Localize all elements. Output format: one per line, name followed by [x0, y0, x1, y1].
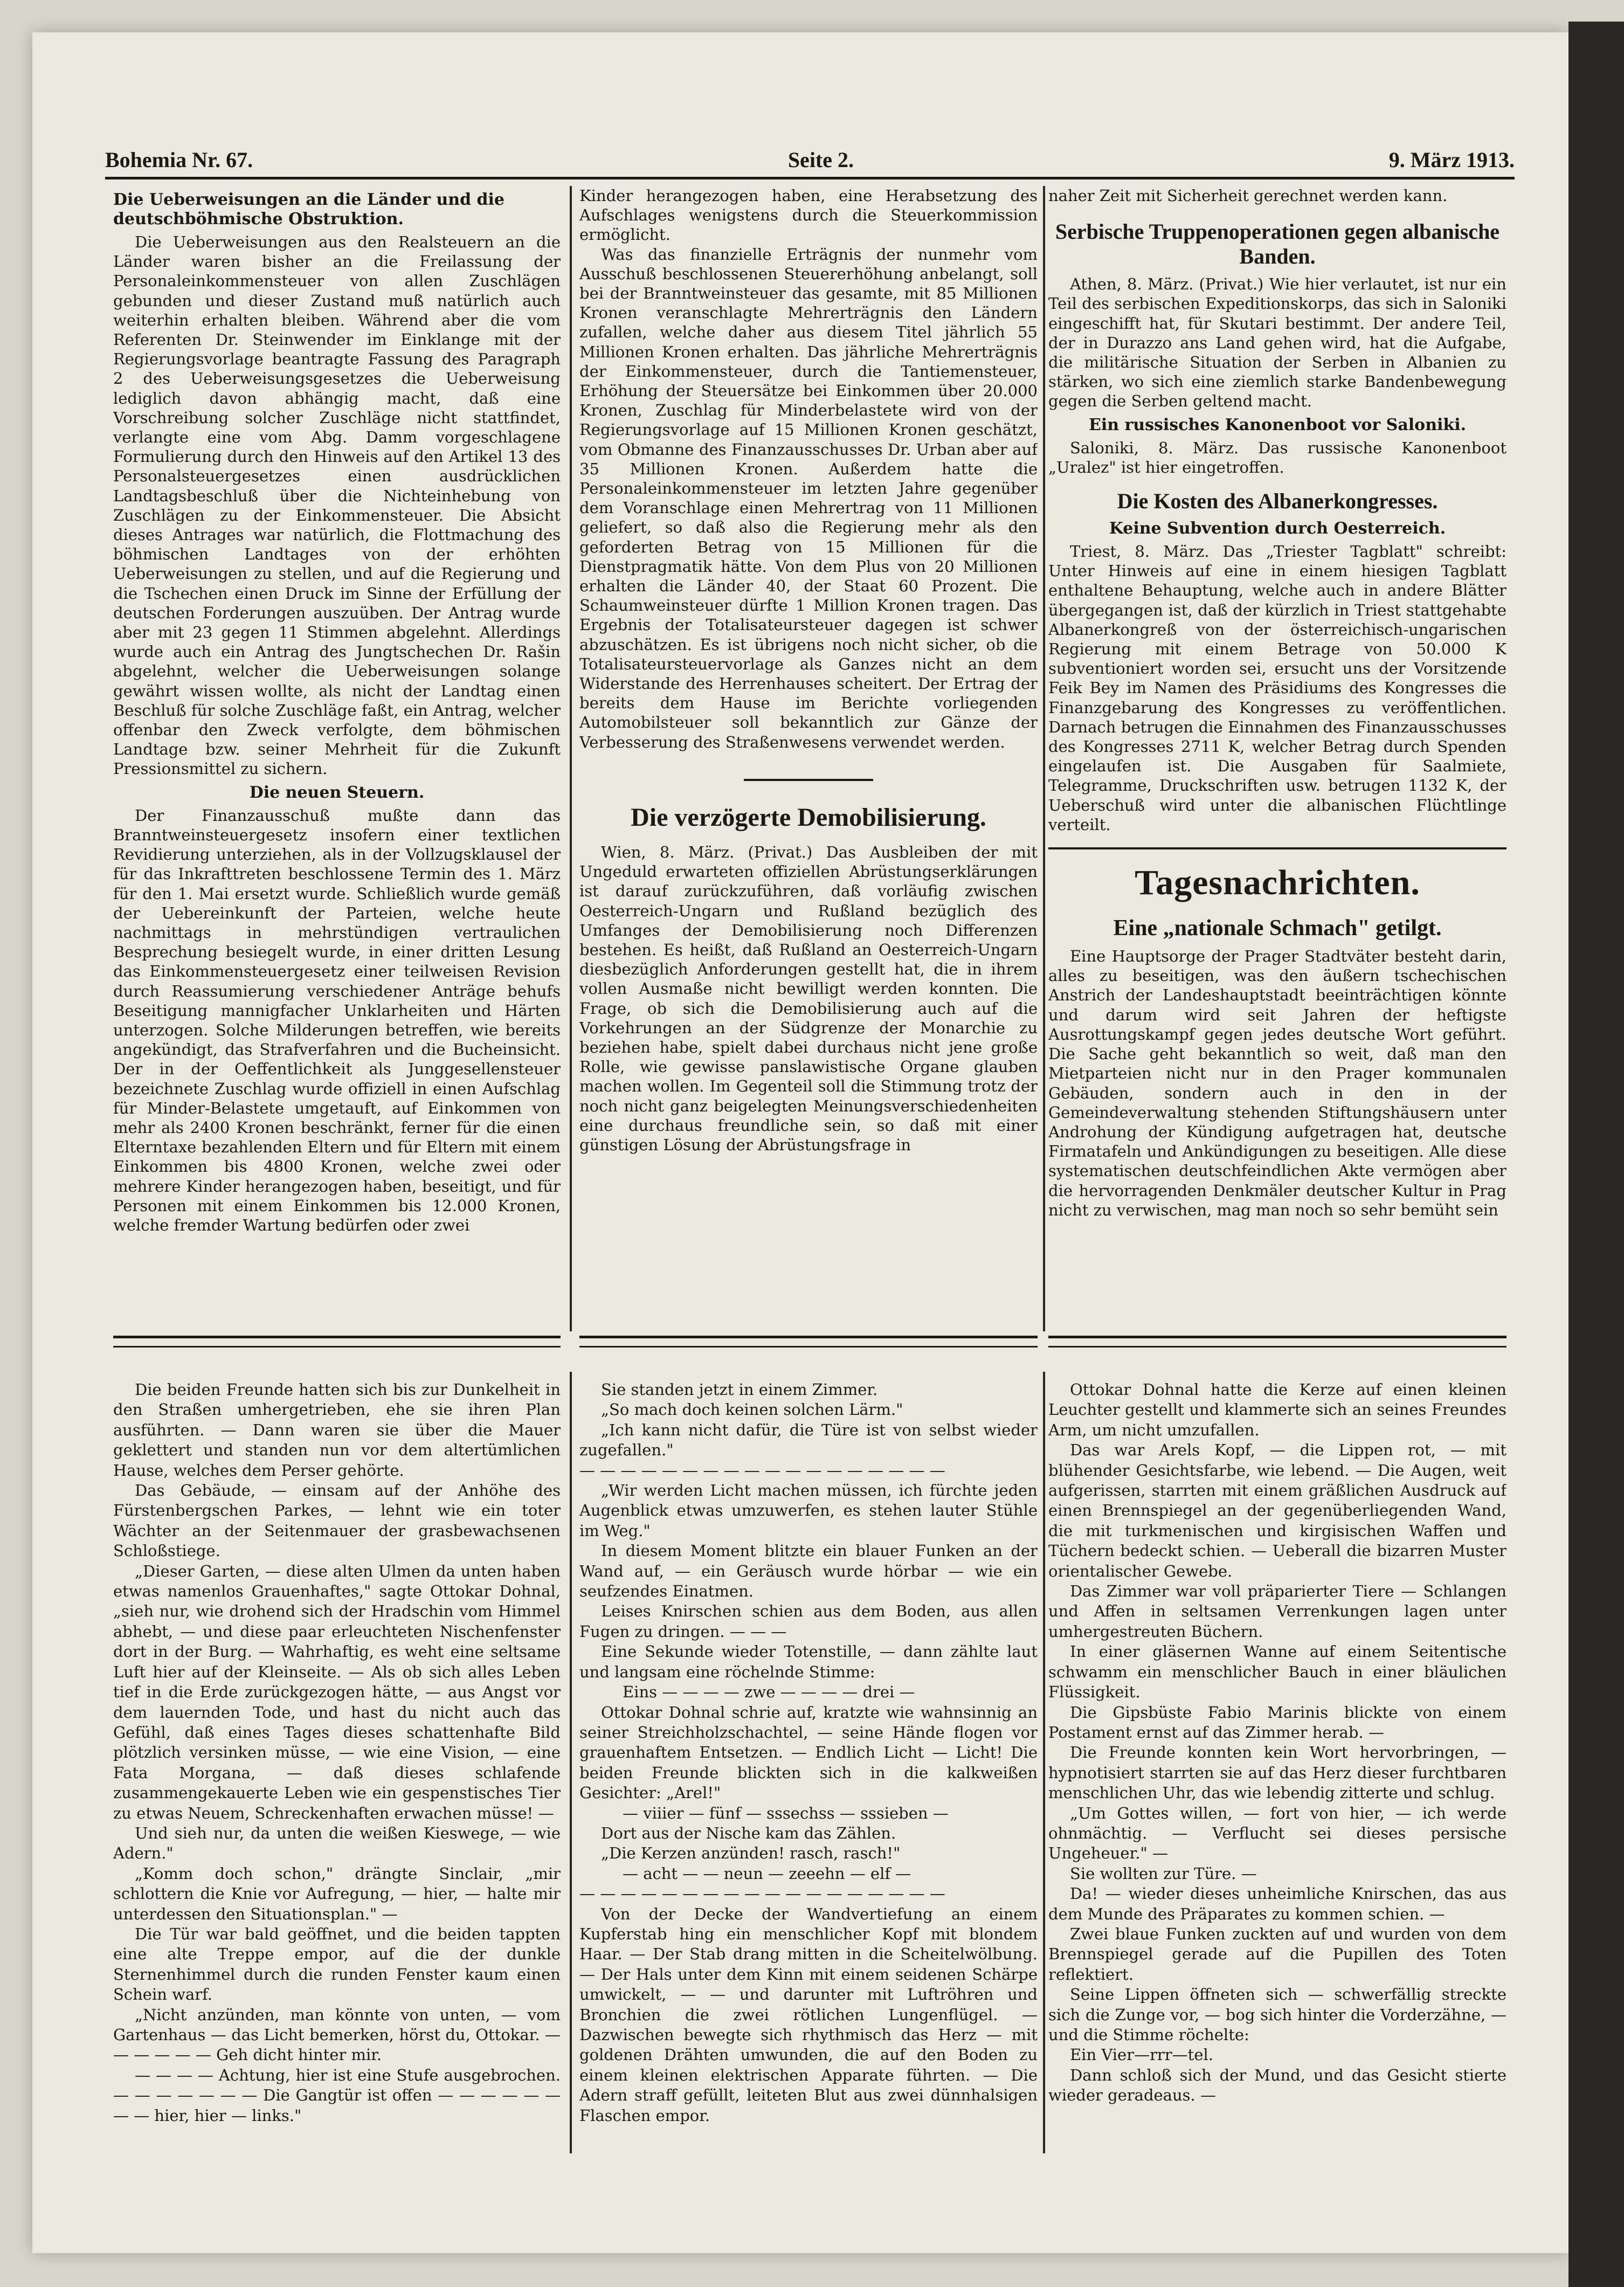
feuilleton-separator: — — — — — — — — — — — — — — — — — — [579, 1884, 945, 1903]
feuilleton-paragraph: — viiier — fünf — sssechss — sssieben — [623, 1804, 949, 1822]
article-paragraph: Athen, 8. März. (Privat.) Wie hier verlautet, ist nur ein Teil des serbischen Expeditionskorps, das sich in Saloniki eingeschifft hat, für Skutari bestimmt. Der andere Teil, der in Durazzo ans Land gehen wird, hat die Aufgabe, die militärische Situation der Serben in Albanien zu stärken, wo sich eine ziemlich starke Bandenbewegung gegen die Serben geltend macht. [1048, 275, 1506, 411]
feuilleton-paragraph: Die Gipsbüste Fabio Marinis blickte von einem Postament ernst auf das Zimmer herab. — [1048, 1703, 1506, 1742]
feuilleton-paragraph: Sie wollten zur Türe. — [1070, 1864, 1257, 1883]
section-title-tagesnachrichten: Tagesnachrichten. [1135, 863, 1420, 903]
feuilleton-paragraph: Das Zimmer war voll präparierter Tiere — Schlangen und Affen in seltsamen Verrenkungen lagen unter umhergestreuten Büchern. [1048, 1582, 1506, 1641]
feuilleton-paragraph: — — — — Achtung, hier ist eine Stufe ausgebrochen. — — — — — — — Die Gangtür ist offen — — — — — — — — hier, hier — links." [113, 2065, 561, 2125]
column-rule-3 [570, 1372, 572, 2153]
header-page-number: Seite 2. [787, 148, 854, 172]
feuilleton-separator: — — — — — — — — — — — — — — — — — — [579, 1461, 945, 1480]
feuilleton-paragraph: Das war Arels Kopf, — die Lippen rot, — mit blühender Gesichtsfarbe, wie lebend. — Die Augen, weit aufgerissen, starrten mit einem gräßlichen Ausdruck auf einen Brennspiegel an der gegenüberliegenden Wand, die mit turkmenischen und kirgisischen Waffen und Tüchern bedeckt schien. — Ueberall die bizarren Muster orientalischer Gewebe. [1048, 1441, 1506, 1580]
feuilleton-paragraph: Dort aus der Nische kam das Zählen. [601, 1823, 896, 1842]
feuilleton-column-2 [579, 1380, 1038, 2161]
column-rule-1 [570, 186, 572, 1331]
feuilleton-paragraph: „Wir werden Licht machen müssen, ich fürchte jeden Augenblick etwas umzuwerfen, es stehen lauter Stühle im Weg." [579, 1481, 1038, 1540]
feuilleton-paragraph: Da! — wieder dieses unheimliche Knirschen, das aus dem Munde des Präparates zu kommen schien. — [1048, 1884, 1506, 1923]
feuilleton-paragraph: Dann schloß sich der Mund, und das Gesicht stierte wieder geradeaus. — [1048, 2065, 1506, 2105]
feuilleton-column-3 [1048, 1380, 1506, 2161]
feuilleton-paragraph: „Die Kerzen anzünden! rasch, rasch!" [601, 1844, 901, 1863]
article-title-serbische: Serbische Truppenoperationen gegen albanische Banden. [1055, 219, 1500, 269]
feuilleton-paragraph: — acht — — neun — zeeehn — elf — [623, 1864, 911, 1883]
column-3 [1048, 186, 1506, 1326]
column-rule-2 [1043, 186, 1045, 1331]
feuilleton-rule-1 [113, 1336, 561, 1348]
article-paragraph: Der Finanzausschuß mußte dann das Branntweinsteuergesetz insofern einer textlichen Revidierung unterziehen, als in der Vollzugsklausel der für das Inkrafttreten beschlossene Termin des 1. März für den 1. Mai ersetzt wurde. Schließlich wurde gemäß der Uebereinkunft der Parteien, welche heute nachmittags in mehrstündigen vertraulichen Besprechung besiegelt wurde, in einer dritten Lesung das Einkommensteuergesetz einer teilweisen Revision durch Reassumierung verschiedener Anträge behufs Beseitigung mannigfacher Unklarheiten und Härten unterzogen. Solche Milderungen betreffen, wie bereits angekündigt, das Strafverfahren und die Bucheinsicht. Der in der Oeffentlichkeit als Junggesellensteuer bezeichnete Zuschlag wurde offiziell in einen Aufschlag für Minder-Belastete umgetauft, auf Einkommen von mehr als 2400 Kronen beschränkt, ferner für die einen Elterntaxe bezahlenden Eltern und für Eltern mit einem Einkommen bis 4800 Kronen, welche zwei oder mehrere Kinder herangezogen haben, beseitigt, und für Personen mit einem Einkommen bis 12.000 Kronen, welche fremder Wartung bedürfen oder zwei [113, 806, 561, 1234]
scan-edge [1568, 22, 1624, 2287]
article-subtitle-steuern: Die neuen Steuern. [249, 783, 425, 802]
feuilleton-paragraph: Von der Decke der Wandvertiefung an einem Kupferstab hing ein menschlicher Kopf mit blondem Haar. — Der Stab drang mitten in die Scheitelwölbung. — Der Hals unter dem Kinn mit einem seidenen Schärpe umwickelt, — — und darunter mit Luftröhren und Bronchien die zwei rötlichen Lungenflügel. — Dazwischen bewegte sich rhythmisch das Herz — mit goldenen Drähten umwunden, die auf den Boden zu einem kleinen elektrischen Apparate führten. — Die Adern straff gefüllt, leiteten Blut aus zwei dünnhalsigen Flaschen empor. [579, 1904, 1038, 2125]
feuilleton-paragraph: „Um Gottes willen, — fort von hier, — ich werde ohnmächtig. — Verflucht sei dieses persische Ungeheuer." — [1048, 1804, 1506, 1863]
feuilleton-paragraph: Die Freunde konnten kein Wort hervorbringen, — hypnotisiert starrten sie auf das Herz dieser furchtbaren menschlichen Uhr, das wie lebendig zitterte und schlug. [1048, 1743, 1506, 1802]
page-header [105, 135, 1515, 172]
feuilleton-paragraph: „Komm doch schon," drängte Sinclair, „mir schlottern die Knie vor Aufregung, — hier, — halte mir unterdessen den Situationsplan." — [113, 1864, 561, 1923]
feuilleton-rule-2 [579, 1336, 1038, 1348]
feuilleton-paragraph: Ottokar Dohnal hatte die Kerze auf einen kleinen Leuchter gestellt und klammerte sich an seines Freundes Arm, um nicht umzufallen. [1048, 1380, 1506, 1439]
article-paragraph: Wien, 8. März. (Privat.) Das Ausbleiben der mit Ungeduld erwarteten offiziellen Abrüstungserklärungen ist darauf zurückzuführen, daß vorläufig zwischen Oesterreich-Ungarn und Rußland bezüglich des Umfanges der Demobilisierung noch Differenzen bestehen. Es heißt, daß Rußland an Oesterreich-Ungarn diesbezüglich Anforderungen gestellt hat, die in ihrem vollen Ausmaße nicht bewilligt werden konnten. Die Frage, ob sich die Demobilisierung auch auf die Vorkehrungen an der Südgrenze der Monarchie zu beziehen habe, spielt dabei durchaus nicht jene große Rolle, wie gewisse panslawistische Organe glauben machen wollen. Im Gegenteil soll die Stimmung trotz der noch nicht ganz beigelegten Meinungsverschiedenheiten eine durchaus freundliche sein, so daß mit einer günstigen Lösung der Abrüstungsfrage in [579, 842, 1038, 1154]
column-2 [579, 186, 1038, 1326]
feuilleton-rule-3 [1048, 1336, 1506, 1348]
header-date: 9. März 1913. [1388, 148, 1515, 172]
feuilleton-paragraph: Das Gebäude, — einsam auf der Anhöhe des Fürstenbergschen Parkes, — lehnt wie ein toter Wächter an der Seitenmauer der grasbewachsenen Schloßstiege. [113, 1481, 561, 1560]
feuilleton-paragraph: Zwei blaue Funken zuckten auf und wurden von dem Brennspiegel gerade auf die Pupillen des Toten reflektiert. [1048, 1924, 1506, 1984]
feuilleton-column-1 [113, 1380, 561, 2161]
feuilleton-paragraph: „So mach doch keinen solchen Lärm." [601, 1400, 903, 1419]
article-divider [744, 779, 873, 781]
feuilleton-paragraph: Sie standen jetzt in einem Zimmer. [601, 1380, 878, 1399]
section-rule [1048, 847, 1506, 849]
article-subtitle-kanonenboot: Ein russisches Kanonenboot vor Saloniki. [1088, 415, 1467, 434]
article-paragraph: Kinder herangezogen haben, eine Herabsetzung des Aufschlages wenigstens durch die Steuerkommission ermöglicht. [579, 186, 1038, 244]
column-rule-4 [1043, 1372, 1045, 2153]
feuilleton-paragraph: „Nicht anzünden, man könnte von unten, — vom Gartenhaus — das Licht bemerken, hörst du, Ottokar. — — — — — — Geh dicht hinter mir. [113, 2005, 561, 2064]
article-paragraph: naher Zeit mit Sicherheit gerechnet werden kann. [1048, 186, 1448, 205]
article-title-ueberweisungen: Die Ueberweisungen an die Länder und die deutschböhmische Obstruktion. [113, 190, 505, 229]
feuilleton-paragraph: Seine Lippen öffneten sich — schwerfällig streckte sich die Zunge vor, — bog sich hinter die Vorderzähne, — und die Stimme röchelte: [1048, 1985, 1506, 2044]
feuilleton-paragraph: Eins — — — — zwe — — — — drei — [623, 1683, 915, 1702]
article-title-schmach: Eine „nationale Schmach" getilgt. [1113, 916, 1442, 941]
article-title-demobilisierung: Die verzögerte Demobilisierung. [631, 803, 986, 832]
feuilleton-paragraph: In diesem Moment blitzte ein blauer Funken an der Wand auf, — ein Geräusch wurde hörbar — wie ein seufzendes Einatmen. [579, 1542, 1038, 1601]
feuilleton-paragraph: Die beiden Freunde hatten sich bis zur Dunkelheit in den Straßen umhergetrieben, ehe sie ihren Plan ausführten. — Dann waren sie über die Mauer geklettert und standen nun vor dem altertümlichen Hause, welches dem Perser gehörte. [113, 1380, 561, 1480]
feuilleton-paragraph: Eine Sekunde wieder Totenstille, — dann zählte laut und langsam eine röchelnde Stimme: [579, 1642, 1038, 1681]
column-1 [113, 186, 561, 1326]
article-title-albanerkongress: Die Kosten des Albanerkongresses. [1117, 489, 1438, 514]
article-paragraph: Eine Hauptsorge der Prager Stadtväter besteht darin, alles zu beseitigen, was den äußern tschechischen Anstrich der Landeshauptstadt beeinträchtigen könnte und darum wird seit Jahren der heftigste Ausrottungskampf gegen jedes deutsche Wort geführt. Die Sache geht bekanntlich so weit, daß man den Mietparteien nicht nur in den Prager kommunalen Gebäuden, sondern auch in den in der Gemeindeverwaltung stehenden Stiftungshäusern unter Androhung der Kündigung aufgetragen hat, deutsche Firmatafeln und Ankündigungen zu beseitigen. Alle diese systematischen deutschfeindlichen Akte vermögen aber die hervorragenden Denkmäler deutscher Kultur in Prag nicht zu verwischen, mag man noch so sehr bemüht sein [1048, 947, 1506, 1219]
feuilleton-paragraph: Ein Vier—rrr—tel. [1070, 2046, 1213, 2064]
feuilleton-paragraph: „Ich kann nicht dafür, die Türe ist von selbst wieder zugefallen." [579, 1420, 1038, 1460]
article-paragraph: Die Ueberweisungen aus den Realsteuern an die Länder waren bisher an die Freilassung der Personaleinkommensteuer von allen Zuschlägen gebunden und dieser Zustand muß natürlich auch weiterhin erhalten bleiben. Während aber die vom Referenten Dr. Steinwender im Einklange mit der Regierungsvorlage beantragte Fassung des Paragraph 2 des Ueberweisungsgesetzes die Ueberweisung lediglich davon abhängig macht, daß eine Vorschreibung solcher Zuschläge nicht stattfindet, verlangte eine vom Abg. Damm vorgeschlagene Formulierung durch den Hinweis auf den Artikel 13 des Personalsteuergesetzes einen ausdrücklichen Landtagsbeschluß über die Nichteinhebung von Zuschlägen zu der Einkommensteuer. Die Absicht dieses Antrages war natürlich, die Flottmachung des böhmischen Landtages von der erhöhten Ueberweisungen zu stellen, und auf die Regierung und die Tschechen einen Druck im Sinne der Erfüllung der deutschen Forderungen auszuüben. Der Antrag wurde aber mit 23 gegen 11 Stimmen abgelehnt. Allerdings wurde auch ein Antrag des Jungtschechen Dr. Rašin abgelehnt, welcher die Ueberweisungen solange gewährt wissen wollte, als nicht der Landtag einen Beschluß für solche Zuschläge faßt, ein Antrag, welcher offenbar den Zweck verfolgte, dem böhmischen Landtage bzw. seiner Mehrheit für die Zukunft Pressionsmittel zu sichern. [113, 233, 561, 778]
header-rule [105, 177, 1515, 179]
article-subtitle-subvention: Keine Subvention durch Oesterreich. [1109, 519, 1446, 538]
feuilleton-paragraph: „Dieser Garten, — diese alten Ulmen da unten haben etwas namenlos Grauenhaftes," sagte Ottokar Dohnal, „sieh nur, wie drohend sich der Hradschin vom Himmel abhebt, — und diese paar erleuchteten Nischenfenster dort in der Burg. — Wahrhaftig, es weht eine seltsame Luft hier auf der Kleinseite. — Als ob sich alles Leben tief in die Erde zurückgezogen hätte, — aus Angst vor dem lauernden Tode, und hast du nicht auch das Gefühl, daß eines Tages dieses schattenhafte Bild plötzlich versinken müsse, — wie eine Vision, — eine Fata Morgana, — daß dieses schlafende zusammengekauerte Leben wie ein gespenstisches Tier zu etwas Neuem, Schreckenhaften erwachen müsse! — [113, 1561, 561, 1822]
header-masthead: Bohemia Nr. 67. [105, 148, 253, 172]
feuilleton-paragraph: Und sieh nur, da unten die weißen Kieswege, — wie Adern." [113, 1823, 561, 1863]
feuilleton-paragraph: Leises Knirschen schien aus dem Boden, aus allen Fugen zu dringen. — — — [579, 1602, 1038, 1641]
feuilleton-paragraph: Ottokar Dohnal schrie auf, kratzte wie wahnsinnig an seiner Streichholzschachtel, — seine Hände flogen vor grauenhaftem Entsetzen. — Endlich Licht — Licht! Die beiden Freunde blickten sich in die kalkweißen Gesichter: „Arel!" [579, 1703, 1038, 1802]
article-paragraph: Saloniki, 8. März. Das russische Kanonenboot „Uralez" ist hier eingetroffen. [1048, 438, 1506, 476]
feuilleton-paragraph: Die Tür war bald geöffnet, und die beiden tappten eine alte Treppe empor, auf die der dunkle Sternenhimmel durch die runden Fenster kaum einen Schein warf. [113, 1924, 561, 2004]
article-paragraph: Was das finanzielle Erträgnis der nunmehr vom Ausschuß beschlossenen Steuererhöhung anbelangt, soll bei der Branntweinsteuer das gesamte, mit 85 Millionen Kronen veranschlagte Mehrerträgnis den Ländern zufallen, welche daher aus diesem Titel jährlich 55 Millionen Kronen erhalten. Das jährliche Mehrerträgnis der Einkommensteuer, durch die Tantiemensteuer, Erhöhung der Steuersätze bei Einkommen über 20.000 Kronen, Zuschlag für Minderbelastete wird von der Regierungsvorlage auf 15 Millionen Kronen geschätzt, vom Obmanne des Finanzausschusses Dr. Urban aber auf 35 Millionen Kronen. Außerdem hatte die Personaleinkommensteuer im letzten Jahre gegenüber dem Voranschlage einen Mehrertrag von 11 Millionen geliefert, so daß also die Regierung mehr als den geforderten Betrag von 15 Millionen für die Dienstpragmatik hätte. Von dem Plus von 20 Millionen erhalten die Länder 40, der Staat 60 Prozent. Die Schaumweinsteuer dürfte 1 Million Kronen tragen. Das Ergebnis der Totalisateursteuer dagegen ist schwer abzuschätzen. Es ist übrigens noch nicht sicher, ob die Totalisateursteuervorlage als Ganzes nicht an dem Widerstande des Herrenhauses scheitert. Der Ertrag der bereits dem Hause im Berichte vorliegenden Automobilsteuer soll bekanntlich zur Gänze der Verbesserung des Straßenwesens verwendet werden. [579, 245, 1038, 751]
article-paragraph: Triest, 8. März. Das „Triester Tagblatt" schreibt: Unter Hinweis auf eine in einem hiesigen Tagblatt enthaltene Behauptung, welche auch in andere Blätter übergegangen ist, daß der kürzlich in Triest stattgehabte Albanerkongreß von der österreichisch-ungarischen Regierung mit einem Betrage von 50.000 K subventioniert worden sei, ersucht uns der Vorsitzende Feik Bey im Namen des Präsidiums des Kongresses die Finanzgebarung des Kongresses zu veröffentlichen. Darnach betrugen die Einnahmen des Finanzausschusses des Kongresses 2711 K, welcher Betrag durch Spenden eingelaufen ist. Die Ausgaben für Saalmiete, Telegramme, Druckschriften usw. betrugen 1132 K, der Ueberschuß wird unter die albanischen Flüchtlinge verteilt. [1048, 542, 1506, 834]
feuilleton-paragraph: In einer gläsernen Wanne auf einem Seitentische schwamm ein menschlicher Bauch in einer bläulichen Flüssigkeit. [1048, 1642, 1506, 1702]
